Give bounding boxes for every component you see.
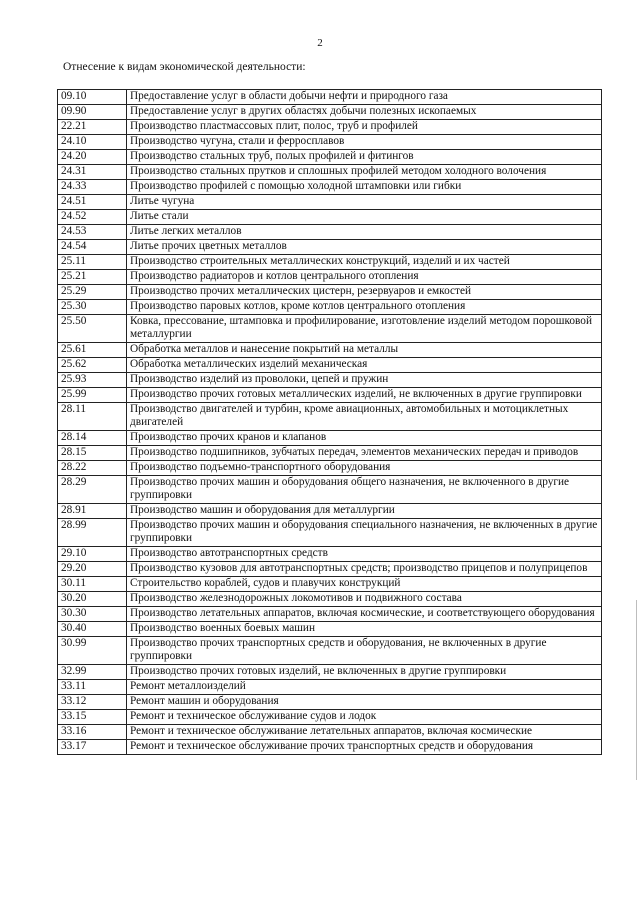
- table-row: [58, 120, 602, 135]
- table-row: [58, 343, 602, 358]
- table-row: [58, 592, 602, 607]
- activity-code: 24.52: [58, 210, 127, 225]
- table-row: [58, 165, 602, 180]
- activity-code: 30.99: [58, 637, 127, 665]
- activity-code: 25.93: [58, 373, 127, 388]
- activity-description: Производство прочих металлических цистерн, резервуаров и емкостей: [127, 285, 602, 300]
- activity-code: 30.30: [58, 607, 127, 622]
- activity-code: 25.50: [58, 315, 127, 343]
- activity-code: 25.99: [58, 388, 127, 403]
- activity-code: 24.33: [58, 180, 127, 195]
- activity-code: 28.29: [58, 476, 127, 504]
- table-row: [58, 519, 602, 547]
- table-row: [58, 388, 602, 403]
- table-row: [58, 285, 602, 300]
- table-row: [58, 446, 602, 461]
- scan-edge-line: [636, 600, 637, 780]
- activity-code: 29.10: [58, 547, 127, 562]
- table-row: [58, 431, 602, 446]
- activity-code: 30.20: [58, 592, 127, 607]
- activity-description: Ковка, прессование, штамповка и профилирование, изготовление изделий методом порошковой металлургии: [127, 315, 602, 343]
- activity-description: Строительство кораблей, судов и плавучих конструкций: [127, 577, 602, 592]
- activity-code: 24.54: [58, 240, 127, 255]
- table-row: [58, 476, 602, 504]
- activity-description: Предоставление услуг в других областях добычи полезных ископаемых: [127, 105, 602, 120]
- activity-code: 33.12: [58, 695, 127, 710]
- activity-description: Литье чугуна: [127, 195, 602, 210]
- activity-description: Обработка металлических изделий механическая: [127, 358, 602, 373]
- table-row: [58, 210, 602, 225]
- activity-code: 24.10: [58, 135, 127, 150]
- page-number: 2: [317, 37, 323, 49]
- activity-description: Литье легких металлов: [127, 225, 602, 240]
- activity-description: Производство радиаторов и котлов центрального отопления: [127, 270, 602, 285]
- activity-description: Производство прочих машин и оборудования специального назначения, не включенных в другие группировки: [127, 519, 602, 547]
- activity-code: 30.40: [58, 622, 127, 637]
- table-row: [58, 710, 602, 725]
- activity-code: 33.17: [58, 740, 127, 755]
- table-row: [58, 740, 602, 755]
- activity-code: 28.14: [58, 431, 127, 446]
- table-row: [58, 300, 602, 315]
- activity-description: Производство прочих машин и оборудования общего назначения, не включенного в другие группировки: [127, 476, 602, 504]
- activity-code: 09.10: [58, 90, 127, 105]
- table-row: [58, 255, 602, 270]
- activity-description: Производство прочих готовых изделий, не включенных в другие группировки: [127, 665, 602, 680]
- table-row: [58, 622, 602, 637]
- activity-code: 09.90: [58, 105, 127, 120]
- table-row: [58, 461, 602, 476]
- activity-code: 24.53: [58, 225, 127, 240]
- activity-code: 25.29: [58, 285, 127, 300]
- table-row: [58, 695, 602, 710]
- activity-code: 28.15: [58, 446, 127, 461]
- table-row: [58, 225, 602, 240]
- activity-description: Производство прочих кранов и клапанов: [127, 431, 602, 446]
- activity-description: Производство двигателей и турбин, кроме авиационных, автомобильных и мотоциклетных двигателей: [127, 403, 602, 431]
- activity-description: Обработка металлов и нанесение покрытий на металлы: [127, 343, 602, 358]
- activity-description: Производство строительных металлических конструкций, изделий и их частей: [127, 255, 602, 270]
- activity-code: 25.61: [58, 343, 127, 358]
- activity-code: 28.99: [58, 519, 127, 547]
- table-row: [58, 577, 602, 592]
- activity-codes-table: [57, 89, 602, 755]
- table-row: [58, 358, 602, 373]
- activity-description: Производство военных боевых машин: [127, 622, 602, 637]
- activity-description: Производство профилей с помощью холодной штамповки или гибки: [127, 180, 602, 195]
- activity-description: Производство подшипников, зубчатых передач, элементов механических передач и приводов: [127, 446, 602, 461]
- activity-code: 25.11: [58, 255, 127, 270]
- activity-description: Производство кузовов для автотранспортных средств; производство прицепов и полуприцепов: [127, 562, 602, 577]
- activity-code: 33.16: [58, 725, 127, 740]
- activity-code: 25.21: [58, 270, 127, 285]
- table-row: [58, 562, 602, 577]
- table-row: [58, 373, 602, 388]
- activity-description: Ремонт и техническое обслуживание судов и лодок: [127, 710, 602, 725]
- activity-description: Производство стальных труб, полых профилей и фитингов: [127, 150, 602, 165]
- table-row: [58, 105, 602, 120]
- table-row: [58, 504, 602, 519]
- activity-code: 28.22: [58, 461, 127, 476]
- activity-description: Производство прочих транспортных средств и оборудования, не включенных в другие группировки: [127, 637, 602, 665]
- activity-description: Производство пластмассовых плит, полос, труб и профилей: [127, 120, 602, 135]
- activity-description: Литье стали: [127, 210, 602, 225]
- activity-code: 32.99: [58, 665, 127, 680]
- activity-description: Производство автотранспортных средств: [127, 547, 602, 562]
- activity-description: Производство прочих готовых металлических изделий, не включенных в другие группировки: [127, 388, 602, 403]
- activity-codes-body: [58, 90, 602, 755]
- activity-code: 25.30: [58, 300, 127, 315]
- table-row: [58, 665, 602, 680]
- activity-description: Производство чугуна, стали и ферросплавов: [127, 135, 602, 150]
- activity-code: 24.31: [58, 165, 127, 180]
- intro-text: Отнесение к видам экономической деятельности:: [63, 61, 306, 73]
- activity-code: 33.11: [58, 680, 127, 695]
- table-row: [58, 180, 602, 195]
- activity-description: Ремонт и техническое обслуживание летательных аппаратов, включая космические: [127, 725, 602, 740]
- table-row: [58, 725, 602, 740]
- activity-code: 24.51: [58, 195, 127, 210]
- activity-description: Производство железнодорожных локомотивов и подвижного состава: [127, 592, 602, 607]
- activity-code: 29.20: [58, 562, 127, 577]
- activity-description: Литье прочих цветных металлов: [127, 240, 602, 255]
- activity-code: 33.15: [58, 710, 127, 725]
- table-row: [58, 90, 602, 105]
- table-row: [58, 607, 602, 622]
- activity-description: Производство летательных аппаратов, включая космические, и соответствующего оборудования: [127, 607, 602, 622]
- table-row: [58, 135, 602, 150]
- activity-description: Производство машин и оборудования для металлургии: [127, 504, 602, 519]
- activity-description: Производство изделий из проволоки, цепей и пружин: [127, 373, 602, 388]
- activity-description: Производство подъемно-транспортного оборудования: [127, 461, 602, 476]
- table-row: [58, 403, 602, 431]
- activity-code: 25.62: [58, 358, 127, 373]
- table-row: [58, 150, 602, 165]
- table-row: [58, 680, 602, 695]
- table-row: [58, 637, 602, 665]
- activity-description: Производство паровых котлов, кроме котлов центрального отопления: [127, 300, 602, 315]
- table-row: [58, 240, 602, 255]
- activity-description: Ремонт металлоизделий: [127, 680, 602, 695]
- activity-code: 28.91: [58, 504, 127, 519]
- activity-code: 30.11: [58, 577, 127, 592]
- table-row: [58, 547, 602, 562]
- activity-description: Ремонт машин и оборудования: [127, 695, 602, 710]
- activity-description: Ремонт и техническое обслуживание прочих транспортных средств и оборудования: [127, 740, 602, 755]
- activity-description: Предоставление услуг в области добычи нефти и природного газа: [127, 90, 602, 105]
- table-row: [58, 270, 602, 285]
- table-row: [58, 195, 602, 210]
- activity-description: Производство стальных прутков и сплошных профилей методом холодного волочения: [127, 165, 602, 180]
- table-row: [58, 315, 602, 343]
- activity-code: 28.11: [58, 403, 127, 431]
- activity-code: 24.20: [58, 150, 127, 165]
- activity-code: 22.21: [58, 120, 127, 135]
